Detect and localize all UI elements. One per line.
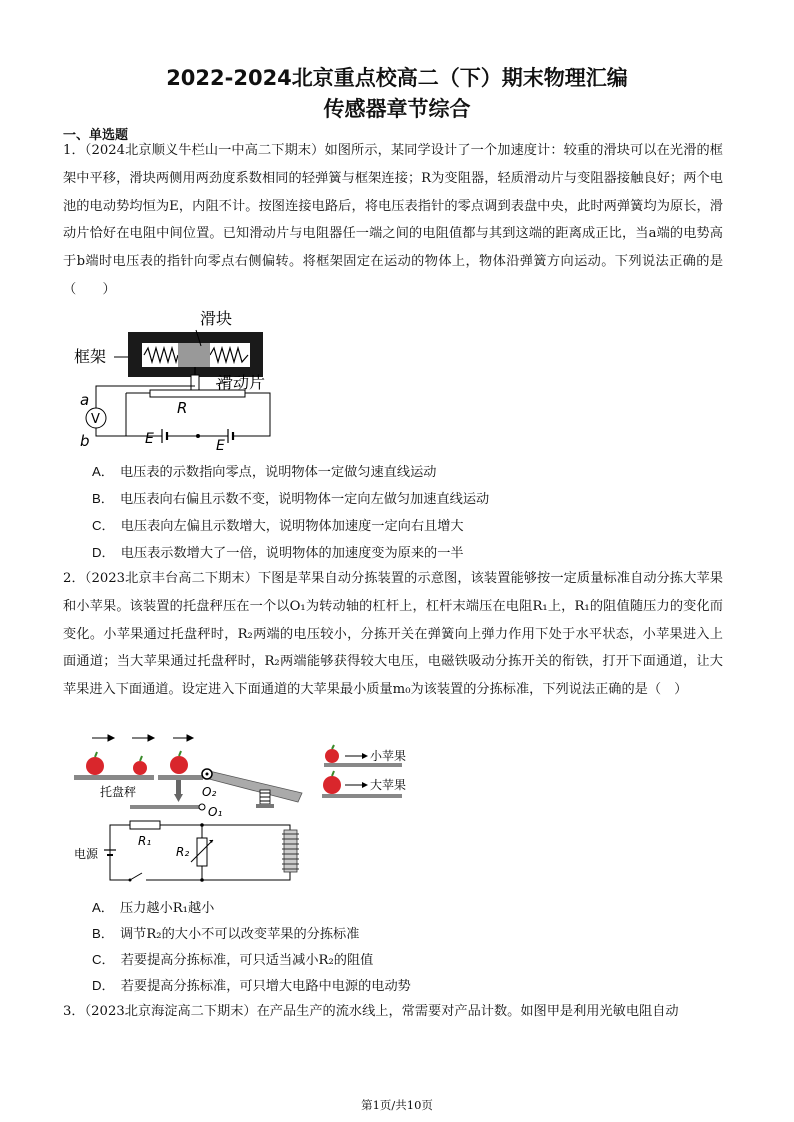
pivot-o2-label: O₂: [202, 785, 217, 799]
doc-title-line1: 2022-2024北京重点校高二（下）期末物理汇编: [166, 66, 628, 90]
section-heading: 一、单选题: [63, 128, 129, 143]
page-footer: 第1页/共10页: [361, 1098, 433, 1112]
resistor-r1-label: R₁: [138, 834, 152, 848]
q1-accelerometer-figure: [70, 302, 310, 452]
q2-apple-sorter-figure: [70, 730, 420, 882]
frame-label: 框架: [74, 347, 107, 366]
terminal-a-label: a: [80, 391, 90, 409]
battery-left-label: E: [145, 431, 154, 447]
q2-option-c: C． 若要提高分拣标准，可只适当减小R₂的阻值: [92, 952, 374, 968]
q1-option-a: A． 电压表的示数指向零点，说明物体一定做匀速直线运动: [92, 464, 437, 480]
big-apple-label: 大苹果: [370, 778, 407, 792]
q2-option-d: D． 若要提高分拣标准，可只增大电路中电源的电动势: [92, 978, 411, 994]
q1-option-b: B． 电压表向右偏且示数不变，说明物体一定向左做匀加速直线运动: [92, 491, 490, 507]
resistor-r2-label: R₂: [176, 845, 190, 859]
voltmeter-label: V: [91, 412, 100, 427]
question-2-text: 2．（2023北京丰台高二下期末）下图是苹果自动分拣装置的示意图，该装置能够按一定质量标准自动分拣大苹果和小苹果。该装置的托盘秤压在一个以O₁为转动轴的杠杆上，杠杆末端压在电阻R₁上，R₁的阻值随压力的变化而变化。小苹果通过托盘秤时，R₂两端的电压较小，分拣开关在弹簧向上弹力作用下处于水平状态，小苹果进入上面通道；当大苹果通过托盘秤时，R₂两端能够获得较大电压，电磁铁吸动分拣开关的衔铁，打开下面通道，让大苹果进入下面通道。设定进入下面通道的大苹果最小质量m₀为该装置的分拣标准，下列说法正确的是（ ）: [63, 571, 723, 698]
q1-option-d: D． 电压表示数增大了一倍，说明物体的加速度变为原来的一半: [92, 545, 464, 561]
battery-right-label: E: [216, 438, 225, 452]
question-3-text: 3．（2023北京海淀高二下期末）在产品生产的流水线上，常需要对产品计数。如图甲是利用光敏电阻自动: [63, 1004, 679, 1019]
small-apple-label: 小苹果: [370, 749, 407, 763]
q2-option-b: B． 调节R₂的大小不可以改变苹果的分拣标准: [92, 926, 360, 942]
power-source-label: 电源: [74, 847, 99, 861]
slider-label: 滑块: [200, 309, 233, 328]
doc-title-line2: 传感器章节综合: [323, 97, 471, 121]
resistor-label: R: [177, 399, 188, 417]
pivot-o1-label: O₁: [208, 805, 223, 819]
terminal-b-label: b: [80, 432, 90, 450]
tray-scale-label: 托盘秤: [100, 785, 137, 799]
question-1-text: 1．（2024北京顺义牛栏山一中高二下期末）如图所示，某同学设计了一个加速度计：较重的滑块可以在光滑的框架中平移，滑块两侧用两劲度系数相同的轻弹簧与框架连接；R为变阻器，轻质滑动片与变阻器接触良好；两个电池的电动势均恒为E，内阻不计。按图连接电路后，将电压表指针的零点调到表盘中央，此时两弹簧均为原长，滑动片恰好在电阻中间位置。已知滑动片与电阻器任一端之间的电阻值都与其到这端的距离成正比，当a端的电势高于b端时电压表的指针向零点右侧偏转。将框架固定在运动的物体上，物体沿弹簧方向运动。下列说法正确的是（ ）: [63, 143, 723, 297]
q2-option-a: A． 压力越小R₁越小: [92, 900, 215, 916]
slide-piece-label: 滑动片: [217, 373, 266, 392]
q1-option-c: C． 电压表向左偏且示数增大，说明物体加速度一定向右且增大: [92, 518, 464, 534]
